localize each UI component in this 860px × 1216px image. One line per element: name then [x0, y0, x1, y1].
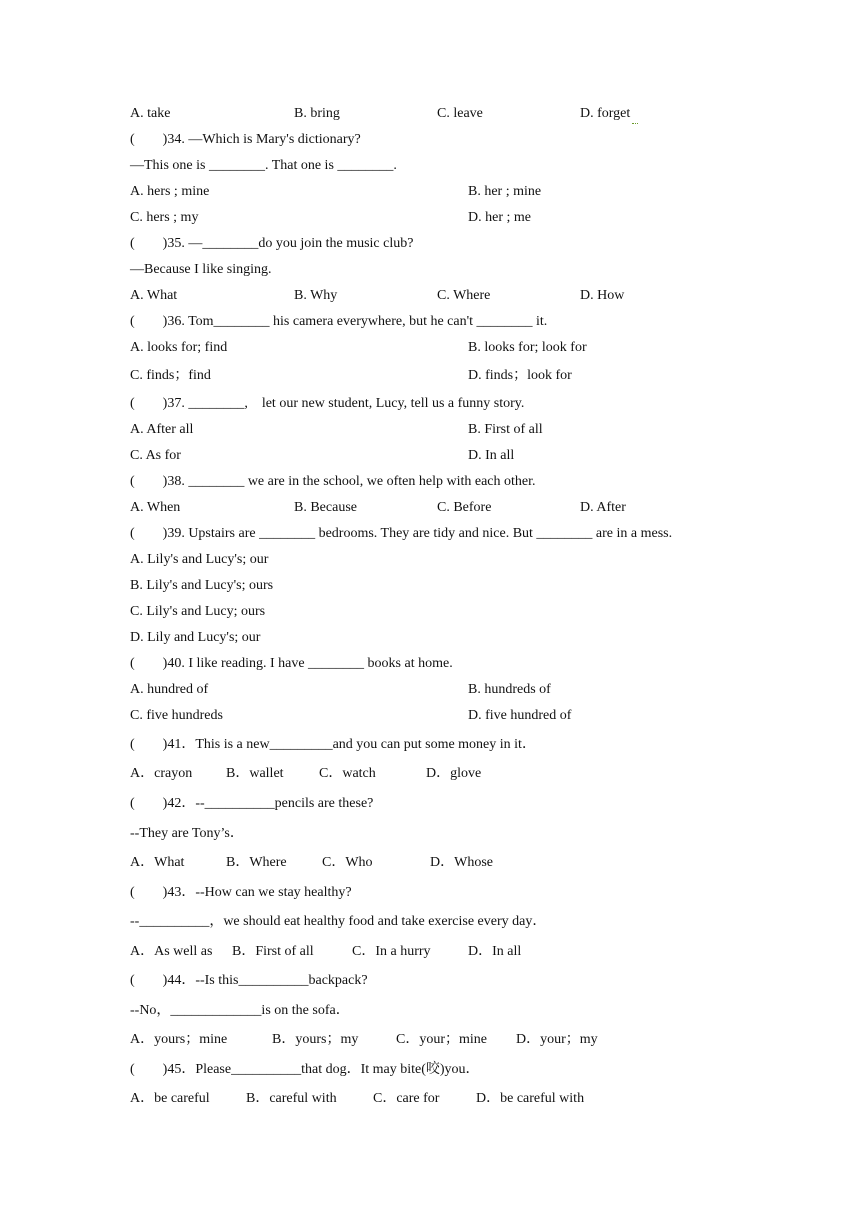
- q36-option-a: A. looks for; find: [130, 340, 228, 355]
- q45-option-b: B．careful with: [246, 1091, 337, 1106]
- q41-option-b: B．wallet: [226, 766, 284, 781]
- q34-option-b: B. her ; mine: [468, 184, 542, 199]
- q41-option-c: C．watch: [319, 766, 376, 781]
- q39-option-a: A. Lily's and Lucy's; our: [130, 552, 269, 567]
- q41-stem: ( )41．This is a new_________and you can put some money in it．: [130, 737, 536, 752]
- q45-stem: ( )45．Please__________that dog．It may bite(咬)you．: [130, 1062, 480, 1077]
- q38-stem: ( )38. ________ we are in the school, we often help with each other.: [130, 474, 536, 489]
- q33-option-c: C. leave: [437, 106, 483, 121]
- q43-option-b: B．First of all: [232, 944, 314, 959]
- q34-option-a: A. hers ; mine: [130, 184, 210, 199]
- q40-option-b: B. hundreds of: [468, 682, 551, 697]
- q40-option-c: C. five hundreds: [130, 708, 223, 723]
- q38-option-c: C. Before: [437, 500, 492, 515]
- q37-option-b: B. First of all: [468, 422, 543, 437]
- q37-option-c: C. As for: [130, 448, 181, 463]
- q43-option-c: C．In a hurry: [352, 944, 431, 959]
- q34-option-c: C. hers ; my: [130, 210, 199, 225]
- q36-option-c: C. finds；find: [130, 368, 211, 383]
- q42-line2: --They are Tony’s．: [130, 826, 244, 841]
- q44-option-a: A．yours；mine: [130, 1032, 228, 1047]
- q35-option-a: A. What: [130, 288, 178, 303]
- q35-line2: —Because I like singing.: [130, 262, 272, 277]
- q37-option-d: D. In all: [468, 448, 515, 463]
- q43-option-a: A．As well as: [130, 944, 213, 959]
- spellcheck-squiggle: [632, 120, 638, 124]
- q41-option-d: D．glove: [426, 766, 482, 781]
- q43-option-d: D．In all: [468, 944, 522, 959]
- q39-stem: ( )39. Upstairs are ________ bedrooms. They are tidy and nice. But ________ are in a mess.: [130, 526, 673, 541]
- q36-option-b: B. looks for; look for: [468, 340, 587, 355]
- q44-option-c: C．your；mine: [396, 1032, 487, 1047]
- q37-stem: ( )37. ________, let our new student, Lucy, tell us a funny story.: [130, 396, 525, 411]
- q45-option-c: C．care for: [373, 1091, 440, 1106]
- q42-option-a: A．What: [130, 855, 185, 870]
- q34-option-d: D. her ; me: [468, 210, 531, 225]
- q45-option-d: D．be careful with: [476, 1091, 585, 1106]
- q33-option-d: D. forget: [580, 106, 631, 121]
- q36-option-d: D. finds；look for: [468, 368, 572, 383]
- q39-option-d: D. Lily and Lucy's; our: [130, 630, 261, 645]
- q35-option-c: C. Where: [437, 288, 491, 303]
- q40-stem: ( )40. I like reading. I have ________ books at home.: [130, 656, 453, 671]
- q38-option-a: A. When: [130, 500, 181, 515]
- q38-option-d: D. After: [580, 500, 626, 515]
- q37-option-a: A. After all: [130, 422, 194, 437]
- q40-option-a: A. hundred of: [130, 682, 209, 697]
- q40-option-d: D. five hundred of: [468, 708, 572, 723]
- q44-line2: --No，_____________is on the sofa．: [130, 1003, 350, 1018]
- q35-option-d: D. How: [580, 288, 625, 303]
- q34-stem: ( )34. —Which is Mary's dictionary?: [130, 132, 361, 147]
- q44-option-b: B．yours；my: [272, 1032, 359, 1047]
- q39-option-c: C. Lily's and Lucy; ours: [130, 604, 266, 619]
- q42-option-c: C．Who: [322, 855, 373, 870]
- q33-option-a: A. take: [130, 106, 171, 121]
- q35-stem: ( )35. —________do you join the music club?: [130, 236, 414, 251]
- q44-option-d: D．your；my: [516, 1032, 598, 1047]
- q34-line2: —This one is ________. That one is ________.: [130, 158, 397, 173]
- q35-option-b: B. Why: [294, 288, 338, 303]
- q38-option-b: B. Because: [294, 500, 357, 515]
- q41-option-a: A．crayon: [130, 766, 193, 781]
- q43-line2: --__________，we should eat healthy food and take exercise every day．: [130, 914, 547, 929]
- q33-option-b: B. bring: [294, 106, 340, 121]
- q42-option-d: D．Whose: [430, 855, 493, 870]
- q43-stem: ( )43．--How can we stay healthy?: [130, 885, 352, 900]
- q42-stem: ( )42．--__________pencils are these?: [130, 796, 374, 811]
- q42-option-b: B．Where: [226, 855, 287, 870]
- q36-stem: ( )36. Tom________ his camera everywhere, but he can't ________ it.: [130, 314, 548, 329]
- q39-option-b: B. Lily's and Lucy's; ours: [130, 578, 274, 593]
- q44-stem: ( )44．--Is this__________backpack?: [130, 973, 368, 988]
- q45-option-a: A．be careful: [130, 1091, 210, 1106]
